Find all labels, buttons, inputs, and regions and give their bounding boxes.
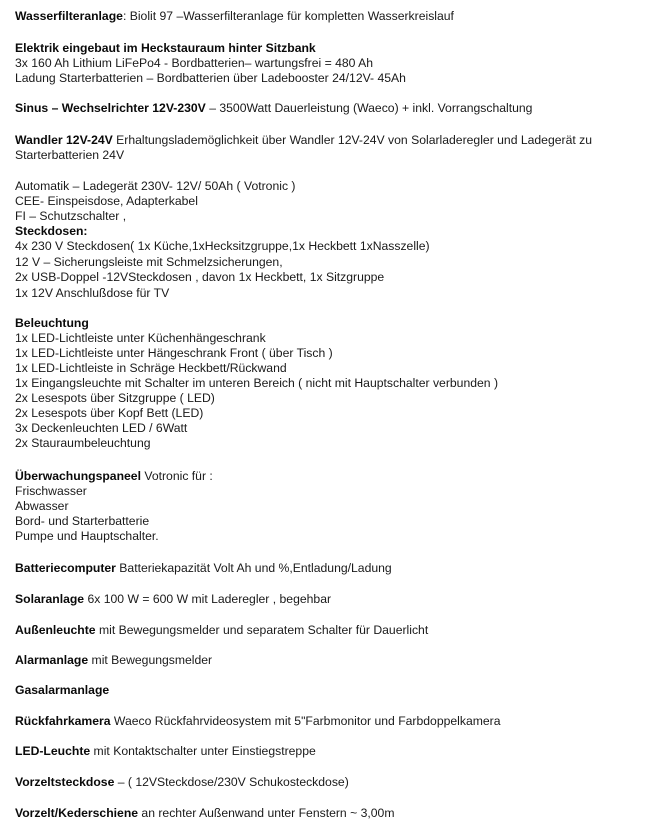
aussenleuchte-label: Außenleuchte [15,623,96,637]
beleuchtung-line-3: 1x LED-Lichtleiste in Schräge Heckbett/Rückwand [15,361,287,375]
vorzeltsteckdose-label: Vorzeltsteckdose [15,775,115,789]
ueberwachung-text: Votronic für : [140,469,213,483]
wandler-label: Wandler 12V-24V [15,133,113,147]
rueckfahrkamera-label: Rückfahrkamera [15,714,111,728]
beleuchtung-line-6: 2x Lesespots über Kopf Bett (LED) [15,406,204,420]
wasserfilter-text: : Biolit 97 –Wasserfilteranlage für kompletten Wasserkreislauf [122,9,454,23]
vorzeltsteckdose-text: – ( 12VSteckdose/230V Schukosteckdose) [114,775,349,789]
alarmanlage-label: Alarmanlage [15,653,89,667]
vorzeltschiene-line [15,806,394,821]
gasalarm-label: Gasalarmanlage [15,683,110,697]
steckdosen-line-3: 2x USB-Doppel -12VSteckdosen , davon 1x Heckbett, 1x Sitzgruppe [15,270,385,284]
batteriecomputer-text: Batteriekapazität Volt Ah und %,Entladung/Ladung [115,561,392,575]
beleuchtung-line-2: 1x LED-Lichtleiste unter Hängeschrank Front ( über Tisch ) [15,346,333,360]
rueckfahrkamera-text: Waeco Rückfahrvideosystem mit 5"Farbmonitor und Farbdoppelkamera [110,714,501,728]
beleuchtung-line-1: 1x LED-Lichtleiste unter Küchenhängeschrank [15,331,266,345]
alarmanlage-text: mit Bewegungsmelder [88,653,213,667]
wasserfilter-line [15,9,454,24]
aussenleuchte-text: mit Bewegungsmelder und separatem Schalter für Dauerlicht [95,623,429,637]
automatik-line-3: FI – Schutzschalter , [15,209,127,223]
rueckfahrkamera-line [15,714,501,729]
solaranlage-label: Solaranlage [15,592,85,606]
elektrik-line-1: 3x 160 Ah Lithium LiFePo4 - Bordbatterien– wartungsfrei = 480 Ah [15,56,374,70]
ueberwachung-line-3: Bord- und Starterbatterie [15,514,150,528]
aussenleuchte-line [15,623,428,638]
solaranlage-line [15,592,331,607]
automatik-line-1: Automatik – Ladegerät 230V- 12V/ 50Ah ( Votronic ) [15,179,296,193]
beleuchtung-line-5: 2x Lesespots über Sitzgruppe ( LED) [15,391,215,405]
steckdosen-line-1: 4x 230 V Steckdosen( 1x Küche,1xHecksitzgruppe,1x Heckbett 1xNasszelle) [15,239,430,253]
ledleuchte-text: mit Kontaktschalter unter Einstiegstreppe [90,744,316,758]
solaranlage-text: 6x 100 W = 600 W mit Laderegler , begehbar [84,592,332,606]
wandler-line [15,133,592,148]
ledleuchte-line [15,744,316,759]
beleuchtung-line-7: 3x Deckenleuchten LED / 6Watt [15,421,188,435]
beleuchtung-line-4: 1x Eingangsleuchte mit Schalter im unteren Bereich ( nicht mit Hauptschalter verbunden ) [15,376,499,390]
sinus-text: – 3500Watt Dauerleistung (Waeco) + inkl. Vorrangschaltung [205,101,533,115]
steckdosen-line-4: 1x 12V Anschlußdose für TV [15,286,170,300]
sinus-line [15,101,532,116]
vorzeltschiene-text: an rechter Außenwand unter Fenstern ~ 3,00m [138,806,395,820]
wasserfilter-label: Wasserfilteranlage [15,9,123,23]
ueberwachung-line-4: Pumpe und Hauptschalter. [15,529,159,543]
ledleuchte-label: LED-Leuchte [15,744,91,758]
batteriecomputer-line [15,561,392,576]
ueberwachung-line-2: Abwasser [15,499,69,513]
ueberwachung-line [15,469,213,484]
wandler-text: Erhaltungslademöglichkeit über Wandler 12V-24V von Solarladeregler und Ladegerät zu [112,133,593,147]
elektrik-line-2: Ladung Starterbatterien – Bordbatterien über Ladebooster 24/12V- 45Ah [15,71,406,85]
vorzeltsteckdose-line [15,775,349,790]
alarmanlage-line [15,653,212,668]
ueberwachung-label: Überwachungspaneel [15,469,141,483]
batteriecomputer-label: Batteriecomputer [15,561,116,575]
elektrik-heading: Elektrik eingebaut im Heckstauraum hinter Sitzbank [15,41,316,55]
beleuchtung-line-8: 2x Stauraumbeleuchtung [15,436,151,450]
gasalarm-line [15,683,109,698]
steckdosen-line-2: 12 V – Sicherungsleiste mit Schmelzsicherungen, [15,255,283,269]
beleuchtung-heading: Beleuchtung [15,316,89,330]
steckdosen-heading: Steckdosen: [15,224,88,238]
automatik-line-2: CEE- Einspeisdose, Adapterkabel [15,194,198,208]
vorzeltschiene-label: Vorzelt/Kederschiene [15,806,139,820]
wandler-line-2: Starterbatterien 24V [15,148,125,162]
ueberwachung-line-1: Frischwasser [15,484,87,498]
sinus-label: Sinus – Wechselrichter 12V-230V [15,101,206,115]
